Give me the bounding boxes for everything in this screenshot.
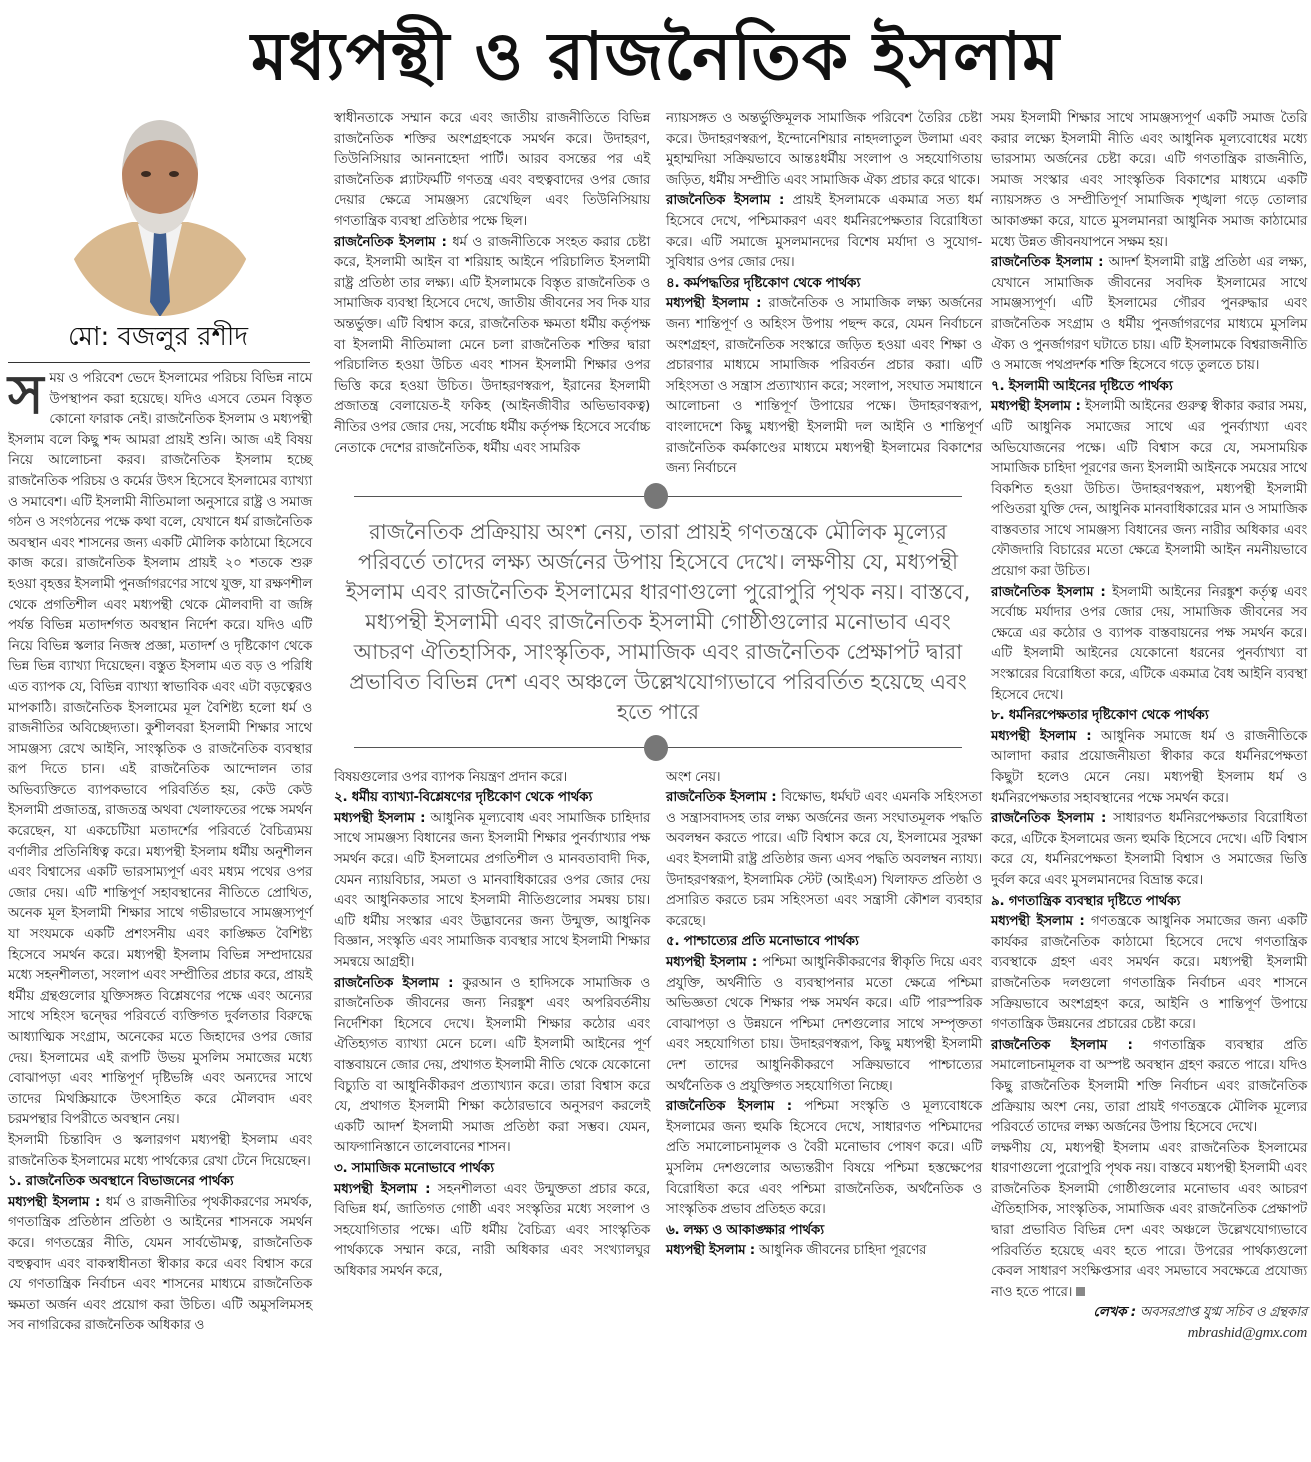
column-1 [8,363,312,1336]
paragraph-text: ইসলামী আইনের গুরুত্ব স্বীকার করার সময়, এটি আধুনিক সমাজের সাথে এর পুনর্ব্যাখ্যা এবং অভিযোজনের পক্ষে। এটি বিশ্বাস করে যে, সমসাময়িক সামাজিক চাহিদা পূরণের জন্য ইসলামী আইনকে সময়ের সাথে বিকশিত হওয়া উচিত। উদাহরণস্বরূপ, মধ্যপন্থী ইসলামী পণ্ডিতরা যুক্তি দেন, আধুনিক মানবাধিকারের মান ও সামাজিক বাস্তবতার সাথে সামঞ্জস্য বিধানের জন্য নারীর অধিকার এবং ফৌজদারি বিচারের মতো ক্ষেত্রে ইসলামী আইন নমনীয়ভাবে প্রয়োগ করা উচিত। [991,398,1307,580]
paragraph-moderate [991,726,1307,808]
paragraph: ইসলামী চিন্তাবিদ ও স্কলারগণ মধ্যপন্থী ইসলাম এবং রাজনৈতিক ইসলামের মধ্যে পার্থক্যের রেখা টেনে দিয়েছেন। [8,1131,312,1169]
section-heading-1: ১. রাজনৈতিক অবস্থানে বিভাজনের পার্থক্য [8,1173,234,1190]
paragraph-political [334,973,650,1158]
paragraph-text: গণতন্ত্রকে আধুনিক সমাজের জন্য একটি কার্যকর রাজনৈতিক কাঠামো হিসেবে দেখে গণতান্ত্রিক ব্যবস্থাকে গ্রহণ এবং সমর্থন করে। মধ্যপন্থী ইসলামী রাজনৈতিক দলগুলো গণতান্ত্রিক নির্বাচন এবং শাসনে সক্রিয়ভাবে অংশগ্রহণ করে, আইনি ও শান্তিপূর্ণ উপায়ে গণতান্ত্রিক উন্নয়নের প্রচারের চেষ্টা করে। [991,913,1307,1033]
paragraph-text: সহনশীলতা এবং উন্মুক্ততা প্রচার করে, বিভিন্ন ধর্ম, জাতিগত গোষ্ঠী এবং সংস্কৃতির মধ্যে সংলাপ ও সহযোগিতার পক্ষে। এটি ধর্মীয় বৈচিত্র্য এবং সাংস্কৃতিক পার্থক্যকে সম্মান করে, নারী অধিকার এবং সংখ্যালঘুর অধিকার সমর্থন করে, [334,1180,650,1279]
label-political: রাজনৈতিক ইসলাম : [334,233,447,250]
label-moderate: মধ্যপন্থী ইসলাম : [991,398,1081,415]
paragraph: বিষয়গুলোর ওপর ব্যাপক নিয়ন্ত্রণ প্রদান করে। [334,768,568,785]
section-heading-6: ৬. লক্ষ্য ও আকাঙ্ক্ষার পার্থক্য [666,1221,824,1238]
label-political: রাজনৈতিক ইসলাম : [666,789,777,806]
label-moderate: মধ্যপন্থী ইসলাম : [666,295,762,312]
middle-top-row [334,108,982,479]
label-moderate: মধ্যপন্থী ইসলাম : [666,954,758,971]
intro-paragraph [8,363,312,1130]
drop-cap: স [8,363,44,426]
paragraph-moderate [991,396,1307,581]
paragraph-political [666,190,982,272]
paragraph-text: বিক্ষোভ, ধর্মঘট এবং এমনকি সহিংসতা ও সন্ত্রাসবাদসহ তার লক্ষ্য অর্জনের জন্য সংঘাতমূলক পদ্ধতি অবলম্বন করতে পারে। এটি বিশ্বাস করে যে, ইসলামের সুরক্ষা এবং ইসলামী রাষ্ট্র প্রতিষ্ঠার জন্য এসব পদ্ধতি অবলম্বন ন্যায্য। উদাহরণস্বরূপ, ইসলামিক স্টেট (আইএস) খিলাফত প্রতিষ্ঠা ও প্রসারিত করতে চরম সহিংসতা এবং সন্ত্রাসী কৌশল ব্যবহার করেছে। [666,789,982,929]
paragraph-political [991,252,1307,376]
paragraph-text: পশ্চিমা সংস্কৃতি ও মূল্যবোধকে ইসলামের জন্য হুমকি হিসেবে দেখে, সাধারণত পশ্চিমাদের প্রতি সমালোচনামূলক ও বৈরী মনোভাব পোষণ করে। এটি মুসলিম দেশগুলোর অভ্যন্তরীণ বিষয়ে পশ্চিমা হস্তক্ষেপের বিরোধিতা করে এবং পশ্চিমা রাজনৈতিক, অর্থনৈতিক ও সাংস্কৃতিক প্রভাব প্রতিহত করে। [666,1098,982,1218]
section-heading-5: ৫. পাশ্চাত্যের প্রতি মনোভাবে পার্থক্য [666,933,859,950]
pull-quote-box [334,483,982,761]
paragraph-political [991,808,1307,890]
paragraph: স্বাধীনতাকে সম্মান করে এবং জাতীয় রাজনীতিতে বিভিন্ন রাজনৈতিক শক্তির অংশগ্রহণকে সমর্থন করে। উদাহরণ, তিউনিসিয়ার আননাহেদা পার্টি। আরব বসন্তের পর এই রাজনৈতিক প্ল্যাটফর্মটি গণতন্ত্র এবং বহুত্ববাদের ওপর জোর দেয়ার ক্ষেত্রে সামঞ্জস্য রেখেছিল এবং তিউনিসিয়ায় গণতান্ত্রিক ব্যবস্থা প্রতিষ্ঠার পক্ষে ছিল। [334,110,650,229]
paragraph: ন্যায়সঙ্গত ও অন্তর্ভুক্তিমূলক সামাজিক পরিবেশ তৈরির চেষ্টা করে। উদাহরণস্বরূপ, ইন্দোনেশিয়ার নাহদলাতুল উলামা এবং মুহাম্মদিয়া সক্রিয়ভাবে আন্তঃধর্মীয় সংলাপ ও সহযোগিতায় জড়িত, ধর্মীয় সম্প্রীতি এবং সামাজিক ঐক্য প্রচার করে থাকে। [666,110,982,188]
paragraph: সময় ইসলামী শিক্ষার সাথে সামঞ্জস্যপূর্ণ একটি সমাজ তৈরি করার লক্ষ্যে ইসলামী নীতি এবং আধুনিক মূল্যবোধের মধ্যে ভারসাম্য অর্জনের চেষ্টা করে। এটি গণতান্ত্রিক রাজনীতি, সমাজ সংস্কার এবং সাংস্কৃতিক বিকাশের মাধ্যমে একটি ন্যায়সঙ্গত ও সম্প্রীতিপূর্ণ সামাজিক শৃঙ্খলা গড়ে তোলার আকাঙ্ক্ষা করে, যাতে মুসলমানরা আধুনিক সমাজ কাঠামোর মধ্যে উন্নত জীবনযাপনে সক্ষম হয়। [991,110,1307,250]
column-2-bottom [334,767,650,1282]
label-moderate: মধ্যপন্থী ইসলাম : [334,1180,431,1197]
paragraph-text: ধর্ম ও রাজনীতিকে সংহত করার চেষ্টা করে, ইসলামী আইন বা শরিয়াহ আইনে পরিচালিত ইসলামী রাষ্ট্র প্রতিষ্ঠা তার লক্ষ্য। এটি ইসলামকে বিস্তৃত রাজনৈতিক ও সামাজিক ব্যবস্থা হিসেবে দেখে, জাতীয় জীবনের সব দিক যার অন্তর্ভুক্ত। এটি বিশ্বাস করে, রাজনৈতিক ক্ষমতা ধর্মীয় কর্তৃপক্ষ বা ইসলামী নীতিমালা মেনে চলা রাজনৈতিক শক্তির দ্বারা পরিচালিত হওয়া উচিত এবং শাসন ইসলামী শিক্ষার ওপর ভিত্তি করে হওয়া উচিত। উদাহরণস্বরূপ, ইরানের ইসলামী প্রজাতন্ত্র বেলায়েত-ই ফকিহ (আইনজীবীর অভিভাবকত্ব) নীতির ওপর জোর দেয়, সর্বোচ্চ ধর্মীয় কর্তৃপক্ষ হিসেবে সর্বোচ্চ নেতাকে দেশের রাজনৈতিক, ধর্মীয় এবং সামরিক [334,233,650,456]
paragraph: অংশ নেয়। [666,768,721,785]
label-moderate: মধ্যপন্থী ইসলাম : [991,727,1092,744]
pull-quote: রাজনৈতিক প্রক্রিয়ায় অংশ নেয়, তারা প্রায়ই গণতন্ত্রকে মৌলিক মূল্যের পরিবর্তে তাদের লক্ষ্য অর্জনের উপায় হিসেবে দেখে। লক্ষণীয় যে, মধ্যপন্থী ইসলাম এবং রাজনৈতিক ইসলামের ধারণাগুলো পুরোপুরি পৃথক নয়। বাস্তবে, মধ্যপন্থী ইসলামী এবং রাজনৈতিক ইসলামী গোষ্ঠীগুলোর মনোভাব এবং আচরণ ঐতিহাসিক, সাংস্কৃতিক, সামাজিক এবং রাজনৈতিক প্রেক্ষাপট দ্বারা প্রভাবিত বিভিন্ন দেশ এবং অঞ্চলে উল্লেখযোগ্যভাবে পরিবর্তিত হয়েছে এবং হতে পারে [345,519,971,724]
column-3-bottom [666,767,982,1282]
column-4 [991,108,1307,1344]
label-moderate: মধ্যপন্থী ইসলাম : [666,1242,755,1259]
paragraph-political [991,1035,1307,1138]
paragraph-moderate [8,1192,312,1336]
paragraph-political [334,232,650,459]
paragraph-political [991,582,1307,706]
label-political: রাজনৈতিক ইসলাম : [991,583,1106,600]
paragraph-text: আধুনিক জীবনের চাহিদা পূরণের [758,1242,927,1259]
label-moderate: মধ্যপন্থী ইসলাম : [8,1193,101,1210]
label-moderate: মধ্যপন্থী ইসলাম : [334,809,426,826]
author-byline: মো: বজলুর রশীদ [67,322,248,352]
section-heading-4: ৪. কর্মপদ্ধতির দৃষ্টিকোণ থেকে পার্থক্য [666,274,861,291]
closing-paragraph [991,1138,1307,1303]
paragraph-moderate [334,808,650,973]
paragraph-moderate [666,1240,982,1261]
paragraph-text: আধুনিক সমাজে ধর্ম ও রাজনীতিকে আলাদা করার প্রয়োজনীয়তা স্বীকার করে ধর্মনিরপেক্ষতা কিছুটা হলেও মেনে নেয়। মধ্যপন্থী ইসলাম ধর্ম ও ধর্মনিরপেক্ষতার সহাবস্থানের পক্ষে সমর্থন করে। [991,727,1307,806]
author-photo [62,112,258,317]
paragraph-political [666,1096,982,1220]
paragraph-text: ধর্ম ও রাজনীতির পৃথকীকরণের সমর্থক, গণতান্ত্রিক প্রতিষ্ঠান প্রতিষ্ঠা ও আইনের শাসনকে সমর্থন করে। গণতন্ত্রের নীতি, যেমন সার্বভৌমত্ব, রাজনৈতিক বহুত্ববাদ এবং বাকস্বাধীনতা স্বীকার করে এবং বিশ্বাস করে যে গণতান্ত্রিক নির্বাচন এবং শাসনের মাধ্যমে রাজনৈতিক ক্ষমতা অর্জন এবং প্রয়োগ করা উচিত। এটি অমুসলিমসহ সব নাগরিকের রাজনৈতিক অধিকার ও [8,1193,312,1334]
label-political: রাজনৈতিক ইসলাম : [991,254,1104,271]
author-label: লেখক : [1093,1304,1136,1321]
paragraph-text: প্রায়ই ইসলামকে একমাত্র সত্য ধর্ম হিসেবে দেখে, পশ্চিমাকরণ এবং ধর্মনিরপেক্ষতার বিরোধিতা করে। এটি সমাজে মুসলমানদের বিশেষ মর্যাদা ও সুযোগ-সুবিধার ওপর জোর দেয়। [666,192,982,271]
paragraph-political [666,787,982,931]
paragraph-text: কুরআন ও হাদিসকে সামাজিক ও রাজনৈতিক জীবনের জন্য নিরঙ্কুশ এবং অপরিবর্তনীয় নির্দেশিকা হিসেবে দেখে। ইসলামী শিক্ষার কঠোর এবং ঐতিহ্যগত ব্যাখ্যা মেনে চলে। এটি ইসলামী আইনের পূর্ণ বাস্তবায়নে জোর দেয়, প্রথাগত ইসলামী নীতি থেকে যেকোনো বিচ্যুতি বা আধুনিকীকরণ প্রত্যাখ্যান করে। তারা বিশ্বাস করে যে, প্রথাগত ইসলামী শিক্ষা কঠোরভাবে অনুসরণ করলেই একটি আদর্শ ইসলামী সমাজ প্রতিষ্ঠা করা সম্ভব। যেমন, আফগানিস্তানে তালেবানের শাসন। [334,974,650,1156]
paragraph-text: আধুনিক মূল্যবোধ এবং সামাজিক চাহিদার সাথে সামঞ্জস্য বিধানের জন্য ইসলামী শিক্ষার পুনর্ব্যাখ্যার পক্ষ সমর্থন করে। এটি ইসলামের প্রগতিশীল ও মানবতাবাদী দিক, যেমন ন্যায়বিচার, সমতা ও মানবাধিকারের ওপর জোর দেয় এবং আধুনিকতার সাথে ইসলামী নীতিগুলোর সমন্বয় চায়। এটি ধর্মীয় সংস্কার এবং উদ্ভাবনের জন্য উন্মুক্ত, আধুনিক বিজ্ঞান, সংস্কৃতি এবং সামাজিক ব্যবস্থার সাথে ইসলামী শিক্ষার সমন্বয়ে আগ্রহী। [334,809,650,971]
paragraph-moderate [666,293,982,478]
paragraph-text: রাজনৈতিক ও সামাজিক লক্ষ্য অর্জনের জন্য শান্তিপূর্ণ ও অহিংস উপায় পছন্দ করে, যেমন নির্বাচনে অংশগ্রহণ, রাজনৈতিক সংস্কারে জড়িত হওয়া এবং শিক্ষা ও প্রচারণার মাধ্যমে সামাজিক পরিবর্তন প্রচার করা। এটি সহিংসতা ও সন্ত্রাস প্রত্যাখ্যান করে; সংলাপ, সংঘাত সমাধানে আলোচনা ও শান্তিপূর্ণ উপায়ের পক্ষে। উদাহরণস্বরূপ, বাংলাদেশে কিছু মধ্যপন্থী ইসলামী দল আইনি ও শান্তিপূর্ণ রাজনৈতিক কর্মকাণ্ডের মাধ্যমে মধ্যপন্থী ইসলামের বিকাশের জন্য নির্বাচনে [666,295,982,477]
section-heading-2: ২. ধর্মীয় ব্যাখ্যা-বিশ্লেষণের দৃষ্টিকোণ থেকে পার্থক্য [334,789,593,806]
author-description: অবসরপ্রাপ্ত যুগ্ম সচিব ও গ্রন্থকার [1139,1304,1307,1321]
paragraph-moderate [666,952,982,1096]
section-heading-9: ৯. গণতান্ত্রিক ব্যবস্থার দৃষ্টিতে পার্থক্য [991,892,1181,909]
middle-bottom-row [334,767,982,1282]
column-3-top [666,108,982,479]
section-heading-8: ৮. ধর্মনিরপেক্ষতার দৃষ্টিকোণ থেকে পার্থক্য [991,707,1209,724]
article-headline: মধ্যপন্থী ও রাজনৈতিক ইসলাম [250,17,1060,95]
paragraph-text: ময় ও পরিবেশ ভেদে ইসলামের পরিচয় বিভিন্ন নামে উপস্থাপন করা হয়েছে। যদিও এসবে তেমন বিস্তৃত কোনো ফারাক নেই। রাজনৈতিক ইসলাম ও মধ্যপন্থী ইসলাম বলে কিছু শব্দ আমরা প্রায়ই শুনি। আজ এই বিষয় নিয়ে আলোচনা করব। রাজনৈতিক ইসলাম হচ্ছে রাজনৈতিক পরিচয় ও কর্মের উৎস হিসেবে ইসলামের ব্যাখ্যা ও সমাবেশ। এটি ইসলামী নীতিমালা অনুসারে রাষ্ট্র ও সমাজ গঠন ও সংগঠনের পক্ষে কথা বলে, যেখানে ধর্ম রাজনৈতিক অবস্থান এবং শাসনের জন্য একটি মৌলিক কাঠামো হিসেবে কাজ করে। রাজনৈতিক ইসলাম প্রায়ই ২০ শতকে শুরু হওয়া বৃহত্তর ইসলামী পুনর্জাগরণের সাথে যুক্ত, যা রক্ষণশীল থেকে প্রগতিশীল এবং মধ্যপন্থী থেকে মৌলবাদী বা জঙ্গি পর্যন্ত বিভিন্ন মতাদর্শগত অবস্থান নির্দেশ করে। যদিও এটি নিয়ে বিভিন্ন স্কলার নিজস্ব প্রজ্ঞা, মতাদর্শ ও দৃষ্টিকোণ থেকে ভিন্ন ভিন্ন ব্যাখ্যা দিয়েছেন। বস্তুত ইসলাম এত বড় ও পরিধি এত ব্যাপক যে, বিভিন্ন ব্যাখ্যা স্বাভাবিক এবং এটা বড়ত্বেরও মাপকাঠি। রাজনৈতিক ইসলামের মূল বৈশিষ্ট্য হলো ধর্ম ও রাজনীতির অবিচ্ছেদ্যতা। কুশীলবরা ইসলামী শিক্ষার সাথে সামঞ্জস্য রেখে আইনি, সাংস্কৃতিক ও রাজনৈতিক ব্যবস্থার রূপ দিতে চান। এই রাজনৈতিক আন্দোলন তার অভিব্যক্তিতে ব্যাপকভাবে পরিবর্তিত হয়, কেউ কেউ ইসলামী প্রজাতন্ত্র, রাজতন্ত্র অথবা খেলাফতের পক্ষে সমর্থন করেছেন, যা একচেটিয়া মতাদর্শের পরিবর্তে বৈচিত্র্যময় বর্ণালীর প্রতিনিধিত্ব করে। মধ্যপন্থী ইসলাম ধর্মীয় অনুশীলন এবং বিশ্বাসের একটি ভারসাম্যপূর্ণ এবং মধ্যম পথের ওপর জোর দেয়। এটি শান্তিপূর্ণ সহাবস্থানের নীতিতে প্রোথিত, অনেক মূল ইসলামী শিক্ষার সাথে গভীরভাবে সামঞ্জস্যপূর্ণ যা সংযমকে একটি প্রশংসনীয় এবং কাঙ্ক্ষিত বৈশিষ্ট্য হিসেবে সমর্থন করে। মধ্যপন্থী ইসলাম বিভিন্ন সম্প্রদায়ের মধ্যে সহনশীলতা, সংলাপ এবং সম্প্রীতির প্রচার করে, প্রায়ই ধর্মীয় গ্রন্থগুলোর যুক্তিসঙ্গত বিশ্লেষণের পক্ষে এবং অন্যের সাথে সহিংস দ্বন্দ্বের পরিবর্তে ব্যক্তিগত দুর্বলতার বিরুদ্ধে আধ্যাত্মিক সংগ্রাম, অনেকের মতে জিহাদের ওপর জোর দেয়। ইসলামের এই রূপটি উভয় মুসলিম সমাজের মধ্যে বোঝাপড়া এবং শান্তিপূর্ণ দৃষ্টিভঙ্গি এবং অন্যদের সাথে তাদের মিথস্ক্রিয়াকে উৎসাহিত করে মৌলবাদ এবং চরমপন্থার বিপরীতে অবস্থান নেয়। [8,370,312,1128]
label-political: রাজনৈতিক ইসলাম : [666,1098,792,1115]
paragraph-text: গণতান্ত্রিক ব্যবস্থার প্রতি সমালোচনামূলক বা অস্পষ্ট অবস্থান গ্রহণ করতে পারে। যদিও কিছু রাজনৈতিক ইসলামী শক্তি নির্বাচন এবং রাজনৈতিক প্রক্রিয়ায় অংশ নেয়, তারা প্রায়ই গণতন্ত্রকে মৌলিক মূল্যের পরিবর্তে তাদের লক্ষ্য অর্জনের উপায় হিসেবে দেখে। [991,1036,1307,1136]
label-political: রাজনৈতিক ইসলাম : [666,192,785,209]
column-2-top [334,108,650,479]
label-political: রাজনৈতিক ইসলাম : [991,1036,1133,1053]
paragraph-moderate [991,911,1307,1035]
author-note [991,1302,1307,1323]
paragraph-text: আদর্শ ইসলামী রাষ্ট্র প্রতিষ্ঠা এর লক্ষ্য, যেখানে সামাজিক জীবনের সবদিক ইসলামের সাথে সামঞ্জস্যপূর্ণ। এটি ইসলামের গৌরব পুনরুদ্ধার এবং রাজনৈতিক সংগ্রাম ও ধর্মীয় পুনর্জাগরণের মাধ্যমে মুসলিম ঐক্য ও পুনর্জাগরণ ঘটাতে চায়। এটি ইসলামকে বিশ্বরাজনীতি ও সমাজে পথপ্রদর্শক শক্তি হিসেবে গড়ে তুলতে চায়। [991,254,1307,374]
byline-divider [8,362,310,363]
end-mark-icon [1076,1287,1085,1296]
middle-columns [334,108,982,1282]
paragraph-text: পশ্চিমা আধুনিকীকরণের স্বীকৃতি দিয়ে এবং প্রযুক্তি, অর্থনীতি ও ব্যবস্থাপনার মতো ক্ষেত্রে পশ্চিমা অভিজ্ঞতা থেকে শিক্ষার পক্ষ সমর্থন করে। এটি পারস্পরিক বোঝাপড়া ও উন্নয়নে পশ্চিমা দেশগুলোর সাথে সম্পৃক্ততা এবং সহযোগিতা চায়। উদাহরণস্বরূপ, কিছু মধ্যপন্থী ইসলামী দেশ তাদের আধুনিকীকরণে সক্রিয়ভাবে পাশ্চাত্যের অর্থনৈতিক ও প্রযুক্তিগত সহযোগিতা নিচ্ছে। [666,954,983,1094]
paragraph-moderate [334,1179,650,1282]
divider-dot-bottom [644,735,668,761]
label-political: রাজনৈতিক ইসলাম : [334,974,454,991]
label-political: রাজনৈতিক ইসলাম : [991,810,1107,827]
paragraph-text: সাধারণত ধর্মনিরপেক্ষতার বিরোধিতা করে, এটিকে ইসলামের জন্য হুমকি হিসেবে দেখে। এটি বিশ্বাস করে যে, ধর্মনিরপেক্ষতা ইসলামী বিশ্বাস ও সমাজের ভিত্তি দুর্বল করে এবং মুসলমানদের বিভ্রান্ত করে। [991,810,1307,888]
divider-dot-top [644,483,668,509]
paragraph-text: লক্ষণীয় যে, মধ্যপন্থী ইসলাম এবং রাজনৈতিক ইসলামের ধারণাগুলো পুরোপুরি পৃথক নয়। বাস্তবে মধ্যপন্থী ইসলামী এবং রাজনৈতিক ইসলামী গোষ্ঠীগুলোর মনোভাব এবং আচরণ ঐতিহাসিক, সাংস্কৃতিক, সামাজিক এবং রাজনৈতিক প্রেক্ষাপট দ্বারা প্রভাবিত বিভিন্ন দেশ এবং অঞ্চলে উল্লেখযোগ্যভাবে পরিবর্তিত হয়েছে এবং হতে পারে। উপরের পার্থক্যগুলো কেবল সাধারণ সংক্ষিপ্তসার এবং সমভাবে সবক্ষেত্রে প্রযোজ্য নাও হতে পারে। [991,1139,1307,1300]
section-heading-7: ৭. ইসলামী আইনের দৃষ্টিতে পার্থক্য [991,377,1173,394]
author-email: mbrashid@gmx.com [1187,1325,1307,1342]
paragraph-text: ইসলামী আইনের নিরঙ্কুশ কর্তৃত্ব এবং সর্বোচ্চ মর্যাদার ওপর জোর দেয়, সামাজিক জীবনের সব ক্ষেত্রে এর কঠোর ও ব্যাপক বাস্তবায়নের পক্ষ সমর্থন করে। এটি ইসলামী আইনের যেকোনো ধরনের পুনর্ব্যাখ্যা বা সংস্কারের বিরোধিতা করে, এটিকে একমাত্র বৈধ আইনি ব্যবস্থা হিসেবে দেখে। [991,583,1307,703]
section-heading-3: ৩. সামাজিক মনোভাবে পার্থক্য [334,1159,494,1176]
label-moderate: মধ্যপন্থী ইসলাম : [991,913,1085,930]
